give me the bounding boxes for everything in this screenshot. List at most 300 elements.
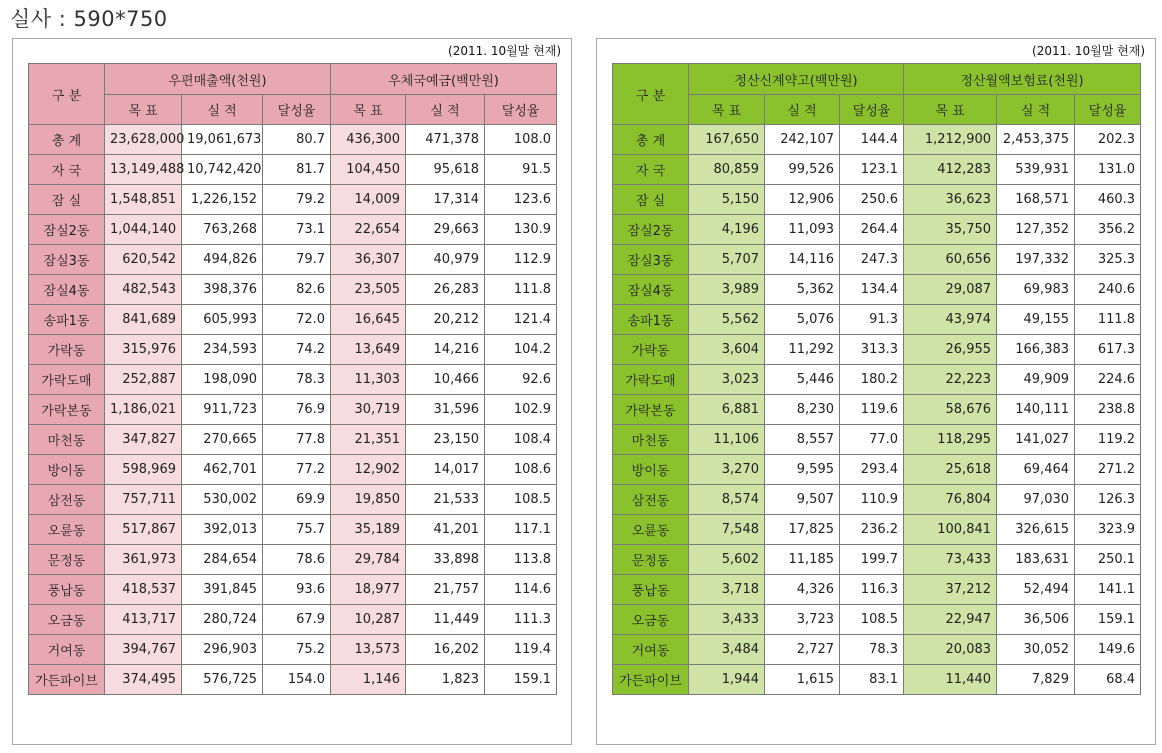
rate-cell: 617.3 (1075, 335, 1141, 365)
branch-label: 가락동 (613, 335, 689, 365)
branch-label: 거여동 (613, 635, 689, 665)
target-cell: 413,717 (105, 605, 182, 635)
actual-cell: 494,826 (182, 245, 263, 275)
branch-label: 가든파이브 (29, 665, 105, 695)
target-cell: 3,270 (689, 455, 765, 485)
target-cell: 60,656 (904, 245, 997, 275)
actual-cell: 234,593 (182, 335, 263, 365)
table-row (613, 185, 1141, 215)
target-cell: 18,977 (331, 575, 406, 605)
actual-cell: 5,076 (765, 305, 840, 335)
rate-cell: 108.4 (485, 425, 557, 455)
actual-cell: 7,829 (997, 665, 1075, 695)
rate-cell: 75.7 (263, 515, 331, 545)
branch-label: 문정동 (613, 545, 689, 575)
target-cell: 10,287 (331, 605, 406, 635)
table-row (613, 275, 1141, 305)
rate-cell: 112.9 (485, 245, 557, 275)
actual-cell: 270,665 (182, 425, 263, 455)
rate-cell: 110.9 (840, 485, 904, 515)
target-cell: 11,303 (331, 365, 406, 395)
rate-cell: 250.1 (1075, 545, 1141, 575)
rate-cell: 126.3 (1075, 485, 1141, 515)
table-row (29, 485, 557, 515)
table-row (29, 215, 557, 245)
target-cell: 104,450 (331, 155, 406, 185)
branch-label: 잠실4동 (29, 275, 105, 305)
rate-cell: 111.3 (485, 605, 557, 635)
rate-cell: 102.9 (485, 395, 557, 425)
table-row (613, 155, 1141, 185)
group-header-postal-deposit: 우체국예금(백만원) (331, 64, 557, 95)
actual-cell: 11,292 (765, 335, 840, 365)
branch-label: 잠실3동 (29, 245, 105, 275)
target-cell: 374,495 (105, 665, 182, 695)
rate-cell: 123.1 (840, 155, 904, 185)
rate-cell: 250.6 (840, 185, 904, 215)
target-cell: 26,955 (904, 335, 997, 365)
actual-cell: 2,453,375 (997, 125, 1075, 155)
target-cell: 22,947 (904, 605, 997, 635)
as-of-date: (2011. 10월말 현재) (1032, 44, 1145, 58)
rate-cell: 119.2 (1075, 425, 1141, 455)
actual-cell: 21,533 (406, 485, 485, 515)
table-row (613, 635, 1141, 665)
actual-cell: 197,332 (997, 245, 1075, 275)
rate-cell: 79.2 (263, 185, 331, 215)
table-row (29, 515, 557, 545)
table-row (613, 125, 1141, 155)
branch-label: 자 국 (29, 155, 105, 185)
rate-cell: 154.0 (263, 665, 331, 695)
target-cell: 73,433 (904, 545, 997, 575)
subheader-actual: 실 적 (997, 95, 1075, 125)
table-row (29, 635, 557, 665)
left-performance-table (28, 63, 557, 695)
target-cell: 3,718 (689, 575, 765, 605)
actual-cell: 17,825 (765, 515, 840, 545)
target-cell: 620,542 (105, 245, 182, 275)
rate-cell: 91.5 (485, 155, 557, 185)
actual-cell: 16,202 (406, 635, 485, 665)
actual-cell: 605,993 (182, 305, 263, 335)
rate-cell: 293.4 (840, 455, 904, 485)
actual-cell: 14,216 (406, 335, 485, 365)
branch-label: 가락본동 (613, 395, 689, 425)
subheader-actual: 실 적 (182, 95, 263, 125)
actual-cell: 21,757 (406, 575, 485, 605)
table-row (29, 365, 557, 395)
branch-label: 잠 실 (29, 185, 105, 215)
target-cell: 8,574 (689, 485, 765, 515)
rate-cell: 236.2 (840, 515, 904, 545)
rate-cell: 81.7 (263, 155, 331, 185)
rate-cell: 240.6 (1075, 275, 1141, 305)
target-cell: 482,543 (105, 275, 182, 305)
category-header: 구 분 (613, 64, 689, 125)
rate-cell: 92.6 (485, 365, 557, 395)
actual-cell: 40,979 (406, 245, 485, 275)
actual-cell: 1,226,152 (182, 185, 263, 215)
target-cell: 80,859 (689, 155, 765, 185)
rate-cell: 108.5 (840, 605, 904, 635)
table-row (613, 665, 1141, 695)
target-cell: 3,604 (689, 335, 765, 365)
branch-label: 자 국 (613, 155, 689, 185)
target-cell: 436,300 (331, 125, 406, 155)
target-cell: 23,628,000 (105, 125, 182, 155)
target-cell: 5,602 (689, 545, 765, 575)
branch-label: 삼전동 (29, 485, 105, 515)
rate-cell: 247.3 (840, 245, 904, 275)
actual-cell: 198,090 (182, 365, 263, 395)
target-cell: 3,023 (689, 365, 765, 395)
rate-cell: 73.1 (263, 215, 331, 245)
table-row (613, 545, 1141, 575)
rate-cell: 74.2 (263, 335, 331, 365)
subheader-target: 목 표 (689, 95, 765, 125)
branch-label: 오금동 (29, 605, 105, 635)
rate-cell: 67.9 (263, 605, 331, 635)
actual-cell: 5,446 (765, 365, 840, 395)
target-cell: 315,976 (105, 335, 182, 365)
rate-cell: 76.9 (263, 395, 331, 425)
rate-cell: 313.3 (840, 335, 904, 365)
target-cell: 167,650 (689, 125, 765, 155)
subheader-rate: 달성율 (485, 95, 557, 125)
branch-label: 방이동 (613, 455, 689, 485)
rate-cell: 159.1 (485, 665, 557, 695)
rate-cell: 149.6 (1075, 635, 1141, 665)
target-cell: 43,974 (904, 305, 997, 335)
target-cell: 11,440 (904, 665, 997, 695)
actual-cell: 168,571 (997, 185, 1075, 215)
actual-cell: 166,383 (997, 335, 1075, 365)
target-cell: 29,087 (904, 275, 997, 305)
target-cell: 13,649 (331, 335, 406, 365)
rate-cell: 123.6 (485, 185, 557, 215)
actual-cell: 9,595 (765, 455, 840, 485)
target-cell: 1,186,021 (105, 395, 182, 425)
actual-cell: 99,526 (765, 155, 840, 185)
rate-cell: 78.6 (263, 545, 331, 575)
actual-cell: 26,283 (406, 275, 485, 305)
actual-cell: 14,017 (406, 455, 485, 485)
branch-label: 가든파이브 (613, 665, 689, 695)
target-cell: 13,573 (331, 635, 406, 665)
rate-cell: 108.0 (485, 125, 557, 155)
target-cell: 23,505 (331, 275, 406, 305)
target-cell: 757,711 (105, 485, 182, 515)
rate-cell: 325.3 (1075, 245, 1141, 275)
actual-cell: 326,615 (997, 515, 1075, 545)
rate-cell: 108.5 (485, 485, 557, 515)
table-row (613, 455, 1141, 485)
actual-cell: 398,376 (182, 275, 263, 305)
rate-cell: 69.9 (263, 485, 331, 515)
rate-cell: 130.9 (485, 215, 557, 245)
rate-cell: 82.6 (263, 275, 331, 305)
rate-cell: 108.6 (485, 455, 557, 485)
branch-label: 총 계 (613, 125, 689, 155)
rate-cell: 104.2 (485, 335, 557, 365)
branch-label: 마천동 (29, 425, 105, 455)
actual-cell: 10,742,420 (182, 155, 263, 185)
table-row (613, 395, 1141, 425)
actual-cell: 530,002 (182, 485, 263, 515)
actual-cell: 8,557 (765, 425, 840, 455)
branch-label: 풍납동 (613, 575, 689, 605)
branch-label: 송파1동 (29, 305, 105, 335)
table-row (613, 605, 1141, 635)
actual-cell: 23,150 (406, 425, 485, 455)
branch-label: 송파1동 (613, 305, 689, 335)
target-cell: 30,719 (331, 395, 406, 425)
table-row (613, 575, 1141, 605)
target-cell: 20,083 (904, 635, 997, 665)
target-cell: 22,223 (904, 365, 997, 395)
branch-label: 오륜동 (29, 515, 105, 545)
table-subheader-row (613, 95, 1141, 125)
rate-cell: 119.6 (840, 395, 904, 425)
subheader-actual: 실 적 (765, 95, 840, 125)
rate-cell: 116.3 (840, 575, 904, 605)
actual-cell: 69,983 (997, 275, 1075, 305)
table-row (613, 365, 1141, 395)
actual-cell: 69,464 (997, 455, 1075, 485)
target-cell: 36,623 (904, 185, 997, 215)
actual-cell: 41,201 (406, 515, 485, 545)
rate-cell: 323.9 (1075, 515, 1141, 545)
table-row (29, 395, 557, 425)
branch-label: 오금동 (613, 605, 689, 635)
rate-cell: 78.3 (840, 635, 904, 665)
actual-cell: 49,909 (997, 365, 1075, 395)
rate-cell: 77.0 (840, 425, 904, 455)
rate-cell: 121.4 (485, 305, 557, 335)
rate-cell: 202.3 (1075, 125, 1141, 155)
rate-cell: 141.1 (1075, 575, 1141, 605)
table-subheader-row (29, 95, 557, 125)
rate-cell: 114.6 (485, 575, 557, 605)
actual-cell: 284,654 (182, 545, 263, 575)
rate-cell: 80.7 (263, 125, 331, 155)
table-row (29, 425, 557, 455)
rate-cell: 111.8 (1075, 305, 1141, 335)
target-cell: 22,654 (331, 215, 406, 245)
table-row (29, 575, 557, 605)
left-panel-postal-performance (12, 38, 572, 745)
branch-label: 삼전동 (613, 485, 689, 515)
target-cell: 100,841 (904, 515, 997, 545)
branch-label: 잠실3동 (613, 245, 689, 275)
actual-cell: 911,723 (182, 395, 263, 425)
group-header-postal-sales: 우편매출액(천원) (105, 64, 331, 95)
actual-cell: 11,093 (765, 215, 840, 245)
target-cell: 36,307 (331, 245, 406, 275)
right-table-body (613, 125, 1141, 695)
branch-label: 잠실2동 (613, 215, 689, 245)
branch-label: 가락동 (29, 335, 105, 365)
actual-cell: 296,903 (182, 635, 263, 665)
actual-cell: 140,111 (997, 395, 1075, 425)
rate-cell: 68.4 (1075, 665, 1141, 695)
target-cell: 3,433 (689, 605, 765, 635)
image-caption: 실사 : 590*750 (10, 7, 168, 31)
group-header-new-contracts: 정산신계약고(백만원) (689, 64, 904, 95)
target-cell: 118,295 (904, 425, 997, 455)
rate-cell: 131.0 (1075, 155, 1141, 185)
rate-cell: 83.1 (840, 665, 904, 695)
rate-cell: 93.6 (263, 575, 331, 605)
table-row (29, 125, 557, 155)
table-row (29, 545, 557, 575)
actual-cell: 10,466 (406, 365, 485, 395)
table-row (613, 215, 1141, 245)
rate-cell: 199.7 (840, 545, 904, 575)
target-cell: 4,196 (689, 215, 765, 245)
target-cell: 412,283 (904, 155, 997, 185)
target-cell: 12,902 (331, 455, 406, 485)
actual-cell: 95,618 (406, 155, 485, 185)
actual-cell: 29,663 (406, 215, 485, 245)
table-row (29, 605, 557, 635)
target-cell: 13,149,488 (105, 155, 182, 185)
rate-cell: 119.4 (485, 635, 557, 665)
actual-cell: 31,596 (406, 395, 485, 425)
rate-cell: 224.6 (1075, 365, 1141, 395)
actual-cell: 4,326 (765, 575, 840, 605)
table-row (613, 485, 1141, 515)
rate-cell: 134.4 (840, 275, 904, 305)
actual-cell: 9,507 (765, 485, 840, 515)
target-cell: 347,827 (105, 425, 182, 455)
target-cell: 5,707 (689, 245, 765, 275)
rate-cell: 75.2 (263, 635, 331, 665)
target-cell: 1,044,140 (105, 215, 182, 245)
table-row (29, 245, 557, 275)
branch-label: 오륜동 (613, 515, 689, 545)
actual-cell: 471,378 (406, 125, 485, 155)
rate-cell: 113.8 (485, 545, 557, 575)
target-cell: 37,212 (904, 575, 997, 605)
actual-cell: 36,506 (997, 605, 1075, 635)
target-cell: 598,969 (105, 455, 182, 485)
target-cell: 361,973 (105, 545, 182, 575)
actual-cell: 183,631 (997, 545, 1075, 575)
branch-label: 잠실2동 (29, 215, 105, 245)
target-cell: 3,484 (689, 635, 765, 665)
table-row (613, 515, 1141, 545)
actual-cell: 12,906 (765, 185, 840, 215)
table-header-row (29, 64, 557, 95)
target-cell: 25,618 (904, 455, 997, 485)
rate-cell: 78.3 (263, 365, 331, 395)
actual-cell: 8,230 (765, 395, 840, 425)
actual-cell: 141,027 (997, 425, 1075, 455)
actual-cell: 11,449 (406, 605, 485, 635)
table-row (613, 425, 1141, 455)
category-header: 구 분 (29, 64, 105, 125)
target-cell: 7,548 (689, 515, 765, 545)
rate-cell: 117.1 (485, 515, 557, 545)
target-cell: 14,009 (331, 185, 406, 215)
table-row (29, 305, 557, 335)
right-performance-table (612, 63, 1141, 695)
subheader-target: 목 표 (331, 95, 406, 125)
rate-cell: 77.2 (263, 455, 331, 485)
branch-label: 방이동 (29, 455, 105, 485)
actual-cell: 462,701 (182, 455, 263, 485)
actual-cell: 49,155 (997, 305, 1075, 335)
target-cell: 11,106 (689, 425, 765, 455)
target-cell: 5,150 (689, 185, 765, 215)
target-cell: 16,645 (331, 305, 406, 335)
rate-cell: 72.0 (263, 305, 331, 335)
rate-cell: 238.8 (1075, 395, 1141, 425)
actual-cell: 33,898 (406, 545, 485, 575)
actual-cell: 539,931 (997, 155, 1075, 185)
right-panel-insurance-performance (596, 38, 1156, 745)
target-cell: 418,537 (105, 575, 182, 605)
subheader-rate: 달성율 (840, 95, 904, 125)
actual-cell: 280,724 (182, 605, 263, 635)
branch-label: 가락도매 (613, 365, 689, 395)
rate-cell: 271.2 (1075, 455, 1141, 485)
actual-cell: 2,727 (765, 635, 840, 665)
subheader-rate: 달성율 (1075, 95, 1141, 125)
branch-label: 잠 실 (613, 185, 689, 215)
subheader-actual: 실 적 (406, 95, 485, 125)
table-row (613, 305, 1141, 335)
rate-cell: 180.2 (840, 365, 904, 395)
table-row (29, 665, 557, 695)
actual-cell: 30,052 (997, 635, 1075, 665)
table-header-row (613, 64, 1141, 95)
target-cell: 5,562 (689, 305, 765, 335)
subheader-rate: 달성율 (263, 95, 331, 125)
actual-cell: 17,314 (406, 185, 485, 215)
target-cell: 841,689 (105, 305, 182, 335)
branch-label: 가락도매 (29, 365, 105, 395)
rate-cell: 111.8 (485, 275, 557, 305)
table-row (29, 185, 557, 215)
target-cell: 6,881 (689, 395, 765, 425)
subheader-target: 목 표 (904, 95, 997, 125)
target-cell: 1,548,851 (105, 185, 182, 215)
branch-label: 잠실4동 (613, 275, 689, 305)
target-cell: 1,212,900 (904, 125, 997, 155)
target-cell: 19,850 (331, 485, 406, 515)
actual-cell: 1,823 (406, 665, 485, 695)
actual-cell: 5,362 (765, 275, 840, 305)
branch-label: 총 계 (29, 125, 105, 155)
actual-cell: 392,013 (182, 515, 263, 545)
table-row (613, 335, 1141, 365)
actual-cell: 576,725 (182, 665, 263, 695)
actual-cell: 763,268 (182, 215, 263, 245)
table-row (29, 155, 557, 185)
actual-cell: 127,352 (997, 215, 1075, 245)
rate-cell: 144.4 (840, 125, 904, 155)
target-cell: 58,676 (904, 395, 997, 425)
rate-cell: 460.3 (1075, 185, 1141, 215)
table-row (613, 245, 1141, 275)
actual-cell: 52,494 (997, 575, 1075, 605)
rate-cell: 91.3 (840, 305, 904, 335)
actual-cell: 11,185 (765, 545, 840, 575)
actual-cell: 242,107 (765, 125, 840, 155)
